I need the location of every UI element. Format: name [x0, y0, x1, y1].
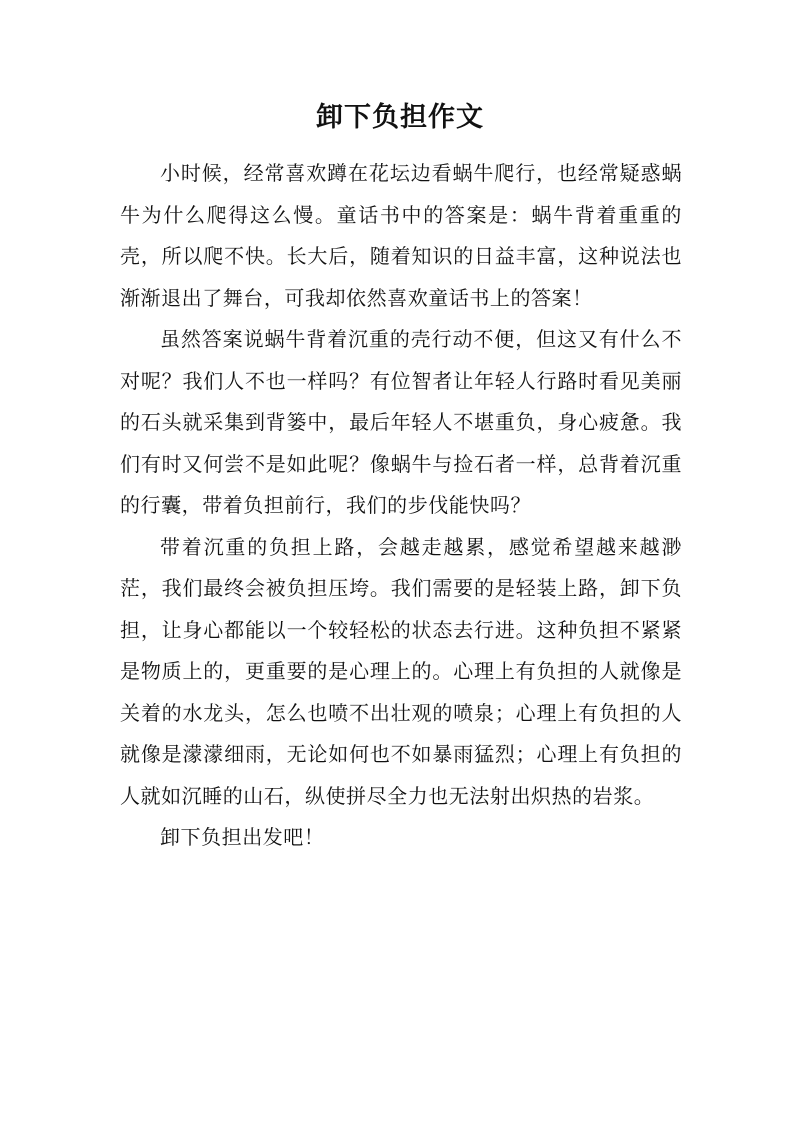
document-body	[120, 153, 682, 859]
paragraph-4: 卸下负担出发吧！	[160, 825, 325, 849]
paragraph-1: 小时候，经常喜欢蹲在花坛边看蜗牛爬行，也经常疑惑蜗牛为什么爬得这么慢。童话书中的答案是：蜗牛背着重重的壳，所以爬不快。长大后，随着知识的日益丰富，这种说法也渐渐退出了舞台，可我却依然喜欢童话书上的答案！	[120, 161, 682, 310]
document-title: 卸下负担作文	[316, 102, 484, 133]
paragraph-3: 带着沉重的负担上路，会越走越累，感觉希望越来越渺茫，我们最终会被负担压垮。我们需要的是轻装上路，卸下负担，让身心都能以一个较轻松的状态去行进。这种负担不紧紧是物质上的，更重要的是心理上的。心理上有负担的人就像是关着的水龙头，怎么也喷不出壮观的喷泉；心理上有负担的人就像是濛濛细雨，无论如何也不如暴雨猛烈；心理上有负担的人就如沉睡的山石，纵使拼尽全力也无法射出炽热的岩浆。	[120, 534, 682, 808]
paragraph-2: 虽然答案说蜗牛背着沉重的壳行动不便，但这又有什么不对呢？我们人不也一样吗？有位智者让年轻人行路时看见美丽的石头就采集到背篓中，最后年轻人不堪重负，身心疲惫。我们有时又何尝不是如此呢？像蜗牛与捡石者一样，总背着沉重的行囊，带着负担前行，我们的步伐能快吗？	[120, 327, 682, 517]
